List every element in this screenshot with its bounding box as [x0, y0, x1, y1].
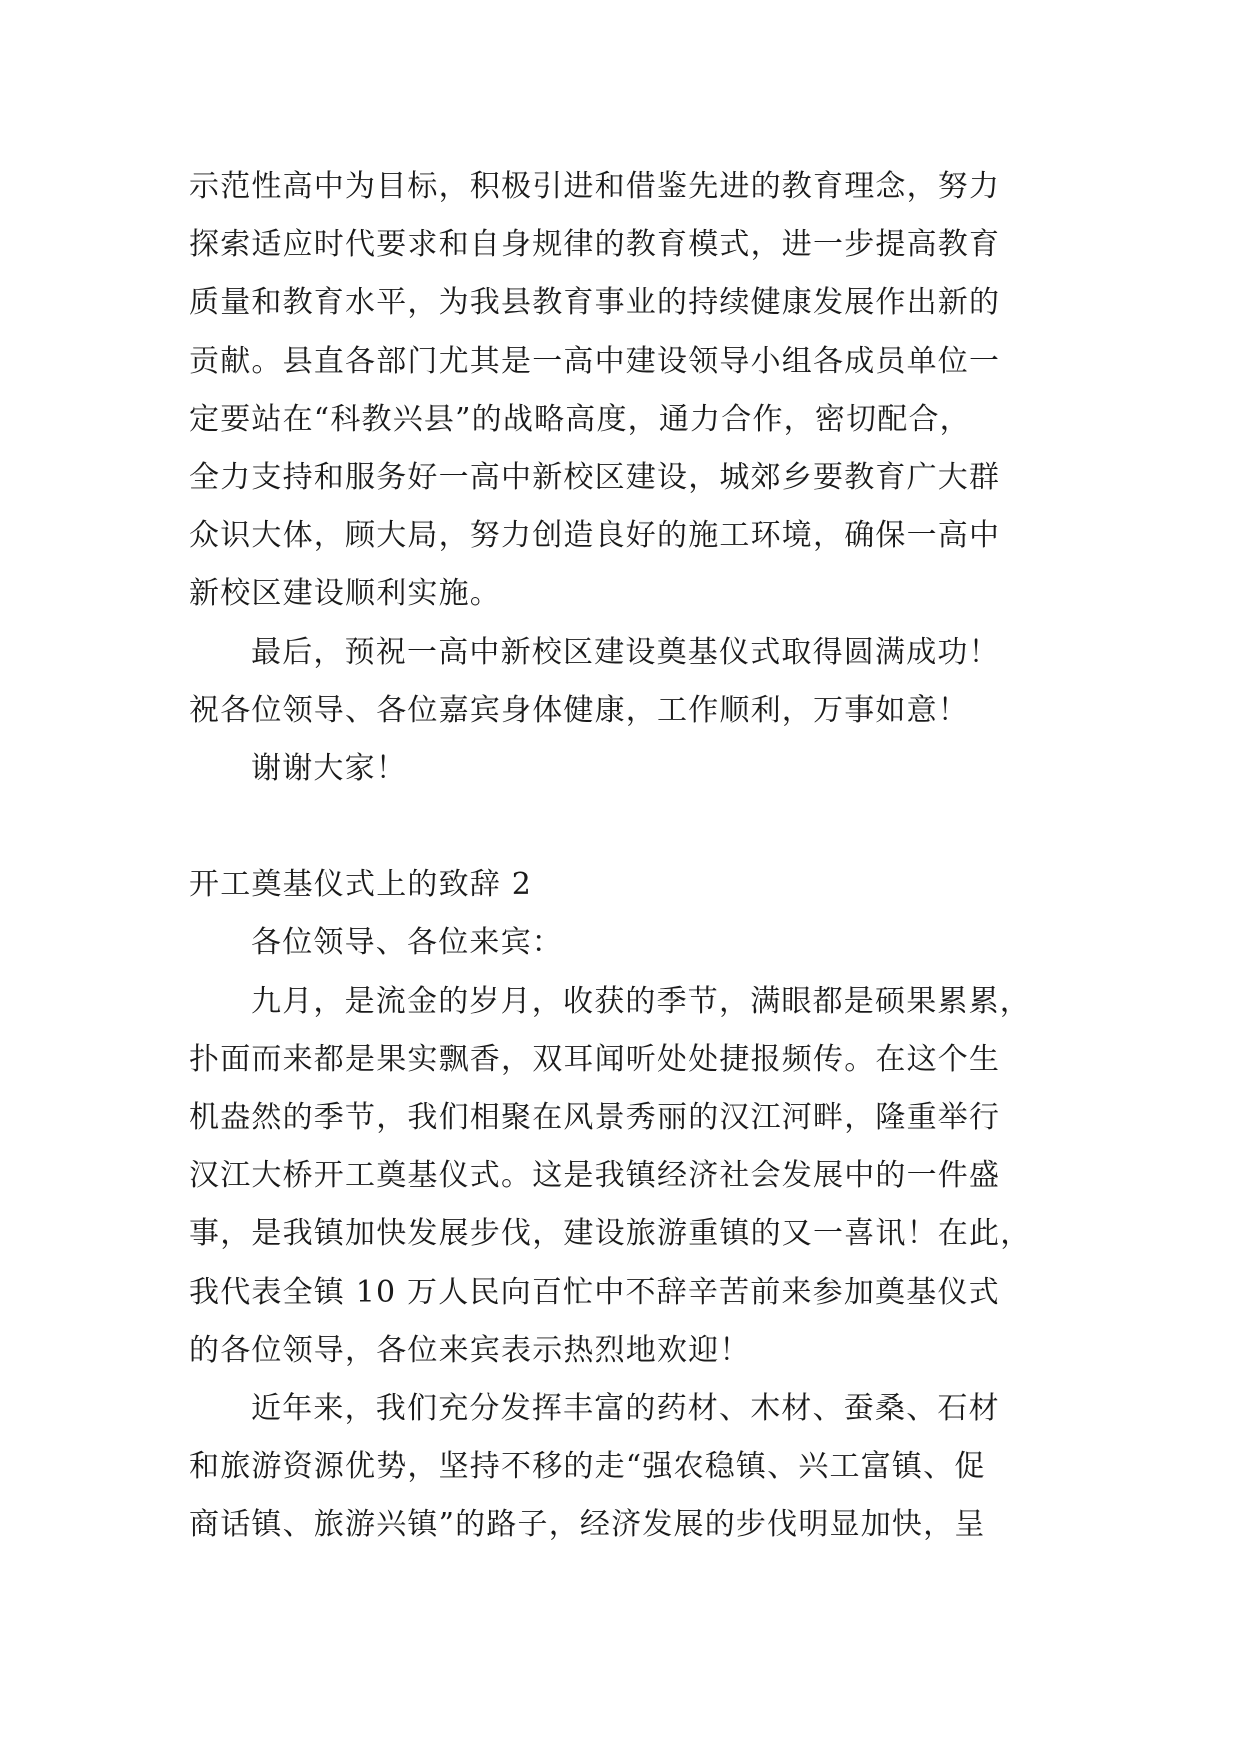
- text-line: 事，是我镇加快发展步伐，建设旅游重镇的又一喜讯！在此，: [189, 1216, 1032, 1252]
- text-line: 最后，预祝一高中新校区建设奠基仪式取得圆满成功！: [251, 634, 1000, 670]
- blank-line: [189, 798, 1059, 856]
- text-line: 商话镇、旅游兴镇”的路子，经济发展的步伐明显加快，呈: [189, 1507, 986, 1543]
- text-line: 机盎然的季节，我们相聚在风景秀丽的汉江河畔，隆重举行: [189, 1100, 1001, 1135]
- section-title: 开工奠基仪式上的致辞 2: [189, 867, 533, 903]
- salutation: [189, 914, 1059, 972]
- paragraph-recent-years: [189, 1380, 1059, 1555]
- text-line: 众识大体，顾大局，努力创造良好的施工环境，确保一高中: [189, 518, 1001, 554]
- text-line: 全力支持和服务好一高中新校区建设，城郊乡要教育广大群: [189, 459, 1001, 495]
- text-line: 和旅游资源优势，坚持不移的走“强农稳镇、兴工富镇、促: [189, 1449, 986, 1485]
- document-body: [189, 158, 1059, 1555]
- text-line: 示范性高中为目标，积极引进和借鉴先进的教育理念，努力: [189, 169, 1001, 204]
- paragraph-thanks: [189, 740, 1059, 798]
- paragraph-continued: [189, 158, 1059, 624]
- text-line: 扑面而来都是果实飘香，双耳闻听处处捷报频传。在这个生: [189, 1041, 1001, 1077]
- text-line: 贡献。县直各部门尤其是一高中建设领导小组各成员单位一: [189, 343, 1001, 379]
- paragraph-opening: [189, 973, 1059, 1380]
- text-line: 探索适应时代要求和自身规律的教育模式，进一步提高教育: [189, 227, 1001, 263]
- text-line: 的各位领导，各位来宾表示热烈地欢迎！: [189, 1332, 751, 1368]
- text-line: 定要站在“科教兴县”的战略高度，通力合作，密切配合，: [189, 401, 971, 437]
- text-line: 祝各位领导、各位嘉宾身体健康，工作顺利，万事如意！: [189, 692, 969, 728]
- text-line: 汉江大桥开工奠基仪式。这是我镇经济社会发展中的一件盛: [189, 1158, 1001, 1194]
- text-line: 近年来，我们充分发挥丰富的药材、木材、蚕桑、石材: [251, 1390, 1000, 1426]
- text-line: 新校区建设顺利实施。: [189, 576, 501, 612]
- text-line: 质量和教育水平，为我县教育事业的持续健康发展作出新的: [189, 285, 1001, 321]
- text-line: 谢谢大家！: [251, 750, 407, 786]
- text-line: 九月，是流金的岁月，收获的季节，满眼都是硕果累累，: [251, 983, 1031, 1019]
- text-line: 我代表全镇 10 万人民向百忙中不辞辛苦前来参加奠基仪式: [189, 1274, 1000, 1310]
- paragraph-closing-wishes: [189, 624, 1059, 740]
- text-line: 各位领导、各位来宾：: [251, 925, 563, 961]
